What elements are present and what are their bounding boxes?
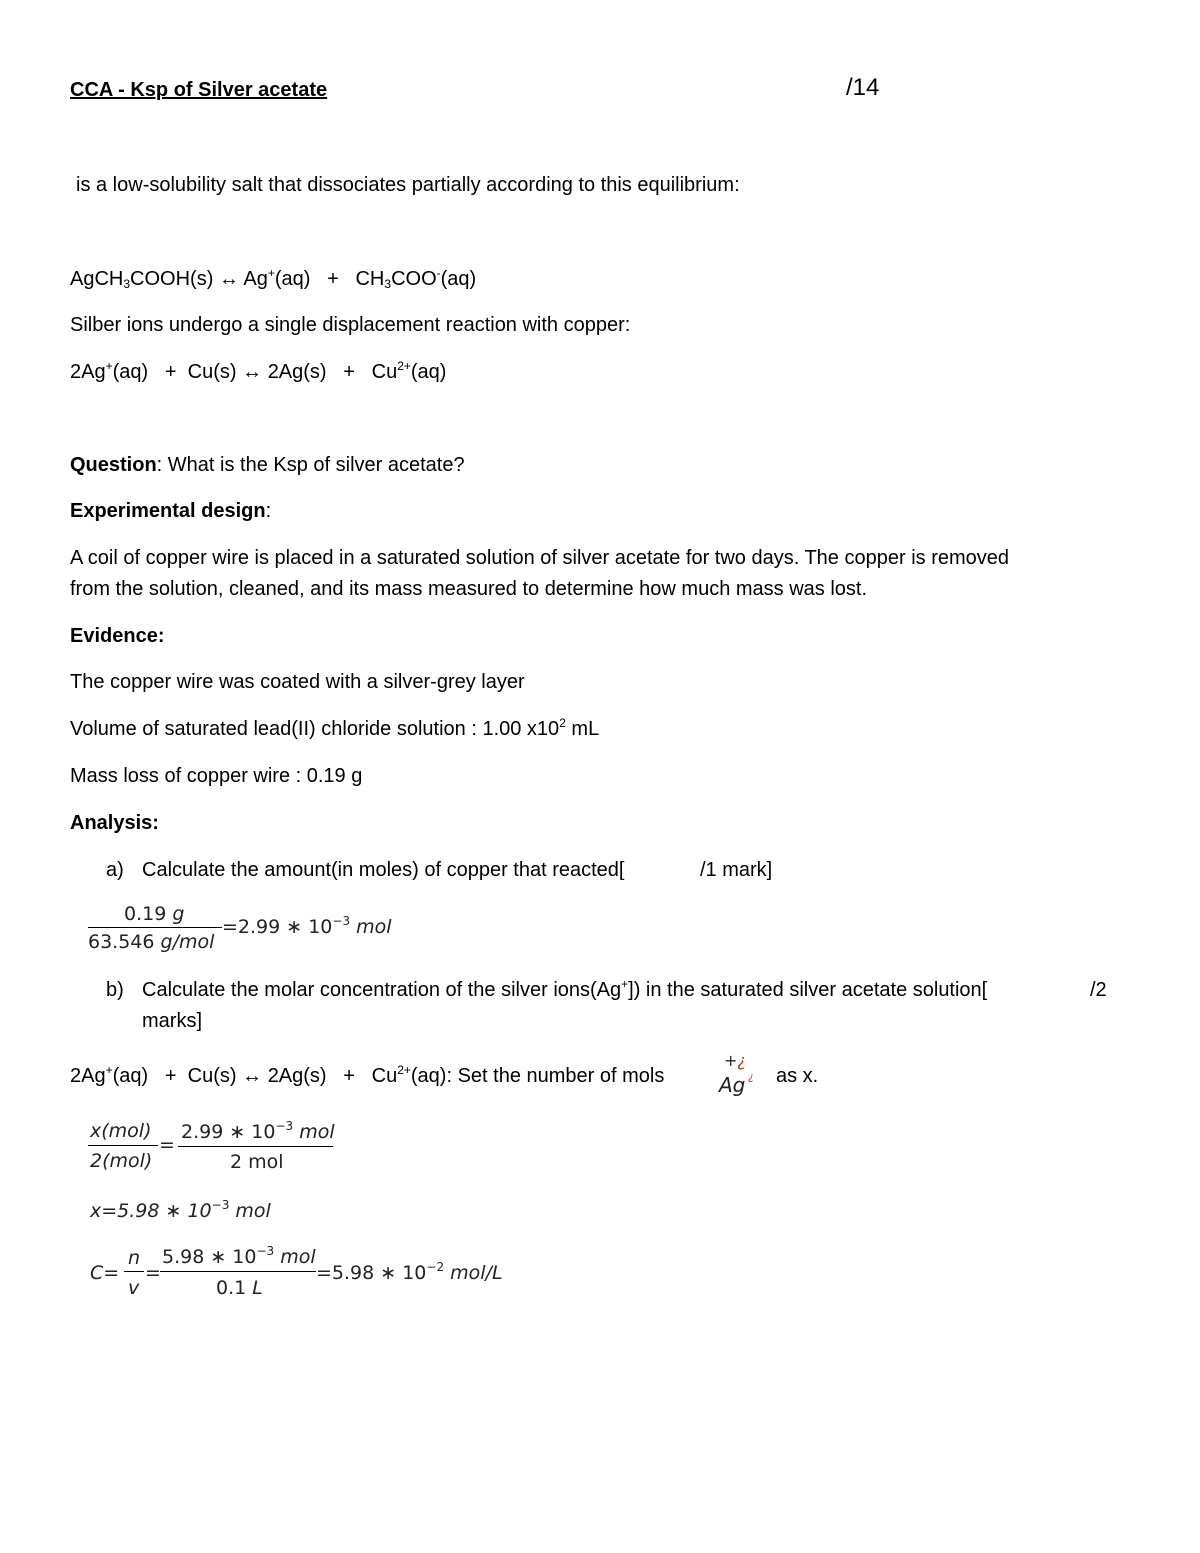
- displacement-text: Silber ions undergo a single displacement reaction with copper:: [70, 314, 631, 336]
- evidence-item-3: Mass loss of copper wire : 0.19 g: [70, 765, 363, 787]
- question-a-marker: a): [106, 859, 124, 881]
- equilibrium-equation: AgCH$_3$COOH(s) ↔ Ag+(aq) + $CH_3COO^-(aq)$: [70, 266, 477, 291]
- evidence-item-2: Volume of saturated lead(II) chloride solution : 1.00 $x10^2$ mL: [70, 716, 600, 740]
- evidence-item-1: The copper wire was coated with a silver-grey layer: [70, 671, 525, 693]
- question-b-marker: b): [106, 979, 124, 1001]
- design-heading: Experimental design:: [70, 500, 272, 522]
- question-b-marks: /2: [1090, 979, 1107, 1001]
- design-line-2: from the solution, cleaned, and its mass measured to determine how much mass was lost.: [70, 578, 868, 600]
- question-a-marks: /1 mark]: [700, 859, 773, 881]
- displacement-equation: 2Ag+(aq) + Cu(s) ↔ 2Ag(s) + $Cu^{2+}(aq)$: [70, 359, 447, 383]
- page-title: CCA - Ksp of Silver acetate: [70, 79, 328, 101]
- intro-text: is a low-solubility salt that dissociates partially according to this equilibrium:: [76, 174, 740, 196]
- b-equation: 2Ag+(aq) + Cu(s) ↔ 2Ag(s) + $Cu^{2+}(aq)$: Set the number of mols: [70, 1063, 665, 1087]
- total-marks: /14: [846, 74, 880, 101]
- analysis-heading: Analysis:: [70, 812, 159, 834]
- question-b-marks-cont: marks]: [142, 1010, 202, 1032]
- question-b-text: Calculate the molar concentration of the silver ions(Ag+]) in the saturated silver acetate solution[: [142, 977, 988, 1001]
- reversible-arrow: ↔: [218, 268, 239, 290]
- calc-b-x: x=5.98 ∗ $10^{-3}$ mol: [90, 1198, 271, 1222]
- evidence-heading: Evidence:: [70, 625, 165, 647]
- design-line-1: A coil of copper wire is placed in a saturated solution of silver acetate for two days. The copper is removed: [70, 547, 1010, 569]
- question: Question: What is the Ksp of silver acetate?: [70, 454, 465, 476]
- question-a-text: Calculate the amount(in moles) of copper that reacted[: [142, 859, 625, 881]
- b-equation-tail: as x.: [776, 1065, 819, 1087]
